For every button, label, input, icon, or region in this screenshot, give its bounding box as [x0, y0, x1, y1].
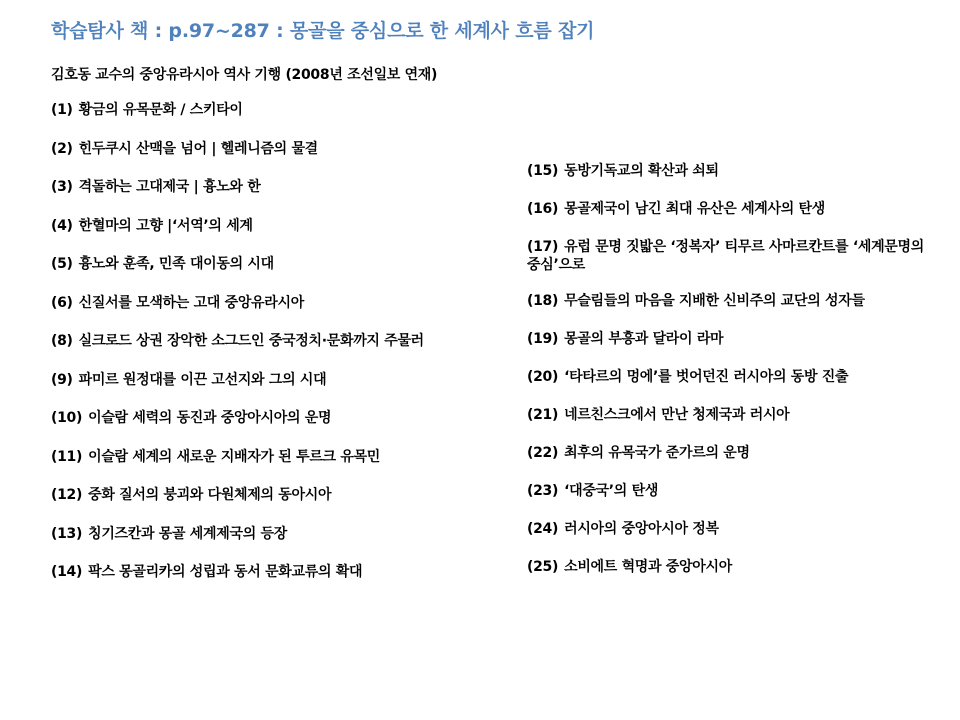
chapter-number: (22) — [527, 445, 559, 461]
chapter-item — [527, 520, 937, 538]
chapter-list-left — [51, 101, 511, 602]
chapter-title: 힌두쿠시 산맥을 넘어 | 헬레니즘의 물결 — [78, 140, 318, 157]
chapter-title: 한혈마의 고향 |‘서역’의 세계 — [78, 217, 253, 234]
chapter-item — [51, 294, 511, 333]
chapter-title: 유럽 문명 짓밟은 ‘정복자’ 티무르 사마르칸트를 ‘세계문명의 중심’으로 — [527, 239, 924, 273]
chapter-title: 네르친스크에서 만난 청제국과 러시아 — [564, 407, 790, 423]
chapter-number: (10) — [51, 410, 83, 426]
chapter-item — [527, 292, 937, 310]
chapter-title: ‘대중국’의 탄생 — [564, 483, 659, 499]
chapter-number: (6) — [51, 294, 73, 311]
chapter-title: ‘타타르의 멍에’를 벗어던진 러시아의 동방 진출 — [564, 369, 849, 385]
chapter-number: (5) — [51, 256, 73, 272]
chapter-item — [51, 563, 511, 602]
chapter-title: 몽골의 부흥과 달라이 라마 — [564, 331, 724, 347]
chapter-number: (19) — [527, 331, 559, 347]
chapter-item — [527, 368, 937, 386]
chapter-number: (14) — [51, 564, 83, 580]
chapter-item — [51, 448, 511, 487]
chapter-number: (1) — [51, 102, 73, 118]
chapter-title: 최후의 유목국가 준가르의 운명 — [564, 445, 750, 461]
chapter-item — [527, 200, 937, 218]
chapter-number: (4) — [51, 217, 73, 234]
chapter-title: 황금의 유목문화 / 스키타이 — [78, 102, 243, 118]
chapter-number: (17) — [527, 239, 559, 255]
chapter-item — [527, 238, 932, 274]
chapter-number: (25) — [527, 559, 559, 575]
chapter-item — [51, 486, 511, 525]
chapter-title: 러시아의 중앙아시아 정복 — [564, 521, 719, 537]
chapter-number: (18) — [527, 293, 559, 309]
chapter-title: 무슬림들의 마음을 지배한 신비주의 교단의 성자들 — [564, 293, 865, 309]
chapter-title: 중화 질서의 붕괴와 다원체제의 동아시아 — [88, 487, 332, 503]
chapter-title: 파미르 원정대를 이끈 고선지와 그의 시대 — [78, 371, 327, 388]
chapter-item — [527, 330, 937, 348]
chapter-number: (23) — [527, 483, 559, 499]
chapter-item — [51, 409, 511, 448]
chapter-item — [51, 332, 511, 371]
chapter-title: 흉노와 훈족, 민족 대이동의 시대 — [78, 256, 274, 272]
chapter-number: (20) — [527, 369, 559, 385]
chapter-title: 신질서를 모색하는 고대 중앙유라시아 — [78, 294, 304, 311]
chapter-item — [527, 406, 937, 424]
chapter-number: (16) — [527, 201, 559, 217]
chapter-item — [51, 101, 511, 140]
chapter-item — [527, 444, 937, 462]
chapter-number: (12) — [51, 487, 83, 503]
chapter-item — [51, 217, 511, 256]
chapter-item — [51, 371, 511, 410]
chapter-item — [51, 255, 511, 294]
chapter-item — [527, 162, 937, 180]
subtitle: 김호동 교수의 중앙유라시아 역사 기행 (2008년 조선일보 연재) — [51, 67, 438, 83]
chapter-number: (9) — [51, 371, 73, 388]
chapter-title: 팍스 몽골리카의 성립과 동서 문화교류의 확대 — [88, 564, 363, 580]
chapter-title: 이슬람 세계의 새로운 지배자가 된 투르크 유목민 — [88, 448, 381, 465]
chapter-title: 칭기즈칸과 몽골 세계제국의 등장 — [88, 525, 287, 542]
chapter-list-right — [527, 162, 937, 596]
chapter-item — [527, 558, 937, 576]
chapter-number: (13) — [51, 525, 83, 542]
chapter-number: (21) — [527, 407, 559, 423]
chapter-title: 소비에트 혁명과 중앙아시아 — [564, 559, 732, 575]
chapter-item — [51, 140, 511, 179]
slide-title: 학습탐사 책 : p.97~287 : 몽골을 중심으로 한 세계사 흐름 잡기 — [51, 20, 595, 42]
chapter-item — [527, 482, 937, 500]
chapter-title: 동방기독교의 확산과 쇠퇴 — [564, 163, 719, 179]
chapter-number: (15) — [527, 163, 559, 179]
chapter-number: (2) — [51, 140, 73, 157]
chapter-number: (3) — [51, 179, 73, 195]
chapter-number: (24) — [527, 521, 559, 537]
chapter-item — [51, 525, 511, 564]
chapter-number: (11) — [51, 448, 83, 465]
chapter-title: 몽골제국이 남긴 최대 유산은 세계사의 탄생 — [564, 201, 825, 217]
chapter-number: (8) — [51, 333, 73, 349]
chapter-item — [51, 178, 511, 217]
chapter-title: 격돌하는 고대제국 | 흉노와 한 — [78, 179, 261, 195]
chapter-title: 실크로드 상권 장악한 소그드인 중국정치·문화까지 주물러 — [78, 333, 424, 349]
chapter-title: 이슬람 세력의 동진과 중앙아시아의 운명 — [88, 410, 332, 426]
